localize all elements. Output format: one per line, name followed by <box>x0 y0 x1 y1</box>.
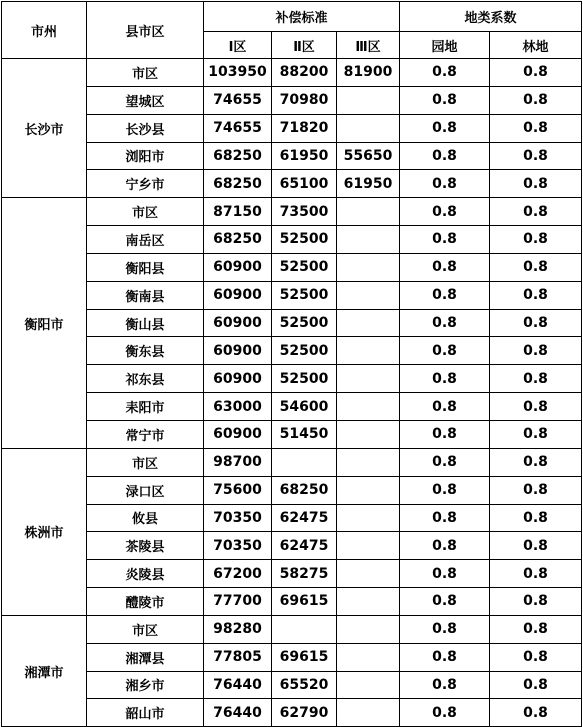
county-cell: 耒阳市 <box>87 393 204 421</box>
city-cell: 长沙市 <box>2 59 87 198</box>
garden-coefficient: 0.8 <box>400 337 490 365</box>
county-cell: 攸县 <box>87 504 204 532</box>
table-row <box>2 420 582 448</box>
county-cell: 市区 <box>87 198 204 226</box>
table-row <box>2 476 582 504</box>
city-cell: 衡阳市 <box>2 198 87 449</box>
county-cell: 市区 <box>87 448 204 476</box>
table-row <box>2 365 582 393</box>
city-cell: 湘潭市 <box>2 615 87 726</box>
garden-coefficient: 0.8 <box>400 671 490 699</box>
table-row <box>2 253 582 281</box>
zone-1-value: 76440 <box>204 671 272 699</box>
zone-3-value <box>337 420 400 448</box>
zone-2-value: 52500 <box>272 365 337 393</box>
county-cell: 衡南县 <box>87 281 204 309</box>
table-row <box>2 226 582 254</box>
zone-3-value <box>337 281 400 309</box>
city-cell: 株洲市 <box>2 448 87 615</box>
zone-1-value: 70350 <box>204 532 272 560</box>
county-cell: 渌口区 <box>87 476 204 504</box>
zone-3-value <box>337 198 400 226</box>
zone-3-value <box>337 615 400 643</box>
garden-coefficient: 0.8 <box>400 588 490 616</box>
county-cell: 韶山市 <box>87 699 204 727</box>
zone-2-value <box>272 615 337 643</box>
forest-coefficient: 0.8 <box>490 170 582 198</box>
zone-1-value: 87150 <box>204 198 272 226</box>
zone-3-value <box>337 114 400 142</box>
zone-1-value: 60900 <box>204 420 272 448</box>
zone-1-value: 68250 <box>204 142 272 170</box>
zone-3-value <box>337 86 400 114</box>
county-cell: 长沙县 <box>87 114 204 142</box>
forest-coefficient: 0.8 <box>490 588 582 616</box>
table-row <box>2 142 582 170</box>
header-standard: 补偿标准 <box>204 2 400 32</box>
zone-1-value: 70350 <box>204 504 272 532</box>
zone-2-value: 52500 <box>272 309 337 337</box>
header-zone-2: Ⅱ区 <box>272 32 337 59</box>
county-cell: 衡东县 <box>87 337 204 365</box>
forest-coefficient: 0.8 <box>490 253 582 281</box>
zone-3-value <box>337 226 400 254</box>
zone-1-value: 98280 <box>204 615 272 643</box>
county-cell: 炎陵县 <box>87 560 204 588</box>
zone-3-value <box>337 393 400 421</box>
zone-2-value: 65520 <box>272 671 337 699</box>
table-row <box>2 309 582 337</box>
forest-coefficient: 0.8 <box>490 365 582 393</box>
table-row <box>2 560 582 588</box>
zone-2-value: 62790 <box>272 699 337 727</box>
zone-2-value: 68250 <box>272 476 337 504</box>
garden-coefficient: 0.8 <box>400 198 490 226</box>
forest-coefficient: 0.8 <box>490 671 582 699</box>
garden-coefficient: 0.8 <box>400 476 490 504</box>
forest-coefficient: 0.8 <box>490 560 582 588</box>
garden-coefficient: 0.8 <box>400 615 490 643</box>
table-row <box>2 170 582 198</box>
zone-2-value: 88200 <box>272 59 337 87</box>
county-cell: 市区 <box>87 615 204 643</box>
table-row <box>2 588 582 616</box>
zone-3-value: 55650 <box>337 142 400 170</box>
table-row <box>2 337 582 365</box>
forest-coefficient: 0.8 <box>490 699 582 727</box>
zone-3-value <box>337 337 400 365</box>
garden-coefficient: 0.8 <box>400 504 490 532</box>
zone-2-value: 58275 <box>272 560 337 588</box>
zone-1-value: 98700 <box>204 448 272 476</box>
forest-coefficient: 0.8 <box>490 86 582 114</box>
header-coefficient: 地类系数 <box>400 2 582 32</box>
zone-3-value <box>337 560 400 588</box>
forest-coefficient: 0.8 <box>490 476 582 504</box>
garden-coefficient: 0.8 <box>400 114 490 142</box>
zone-1-value: 60900 <box>204 281 272 309</box>
header-city: 市州 <box>2 2 87 59</box>
garden-coefficient: 0.8 <box>400 699 490 727</box>
zone-3-value: 61950 <box>337 170 400 198</box>
zone-2-value: 62475 <box>272 504 337 532</box>
zone-3-value <box>337 448 400 476</box>
table-row <box>2 198 582 226</box>
table-row <box>2 532 582 560</box>
zone-1-value: 60900 <box>204 337 272 365</box>
zone-2-value: 52500 <box>272 253 337 281</box>
county-cell: 衡山县 <box>87 309 204 337</box>
forest-coefficient: 0.8 <box>490 309 582 337</box>
zone-2-value: 65100 <box>272 170 337 198</box>
garden-coefficient: 0.8 <box>400 253 490 281</box>
zone-1-value: 76440 <box>204 699 272 727</box>
table-row <box>2 59 582 87</box>
zone-3-value <box>337 253 400 281</box>
garden-coefficient: 0.8 <box>400 532 490 560</box>
garden-coefficient: 0.8 <box>400 226 490 254</box>
county-cell: 宁乡市 <box>87 170 204 198</box>
garden-coefficient: 0.8 <box>400 170 490 198</box>
garden-coefficient: 0.8 <box>400 393 490 421</box>
zone-2-value: 54600 <box>272 393 337 421</box>
zone-1-value: 60900 <box>204 309 272 337</box>
zone-2-value: 52500 <box>272 226 337 254</box>
zone-2-value: 51450 <box>272 420 337 448</box>
zone-3-value <box>337 643 400 671</box>
forest-coefficient: 0.8 <box>490 59 582 87</box>
table-row <box>2 114 582 142</box>
forest-coefficient: 0.8 <box>490 393 582 421</box>
zone-2-value: 71820 <box>272 114 337 142</box>
zone-1-value: 60900 <box>204 365 272 393</box>
zone-1-value: 68250 <box>204 226 272 254</box>
forest-coefficient: 0.8 <box>490 615 582 643</box>
garden-coefficient: 0.8 <box>400 309 490 337</box>
zone-1-value: 74655 <box>204 114 272 142</box>
zone-3-value <box>337 309 400 337</box>
zone-3-value <box>337 588 400 616</box>
county-cell: 醴陵市 <box>87 588 204 616</box>
zone-2-value: 69615 <box>272 588 337 616</box>
zone-1-value: 77700 <box>204 588 272 616</box>
table-row <box>2 671 582 699</box>
zone-2-value <box>272 448 337 476</box>
zone-1-value: 63000 <box>204 393 272 421</box>
zone-2-value: 52500 <box>272 281 337 309</box>
zone-2-value: 61950 <box>272 142 337 170</box>
garden-coefficient: 0.8 <box>400 643 490 671</box>
table-row <box>2 393 582 421</box>
zone-3-value <box>337 699 400 727</box>
table-row <box>2 699 582 727</box>
county-cell: 茶陵县 <box>87 532 204 560</box>
table-row <box>2 86 582 114</box>
zone-3-value <box>337 504 400 532</box>
zone-1-value: 67200 <box>204 560 272 588</box>
forest-coefficient: 0.8 <box>490 643 582 671</box>
zone-3-value <box>337 365 400 393</box>
table-row <box>2 615 582 643</box>
zone-3-value <box>337 671 400 699</box>
garden-coefficient: 0.8 <box>400 281 490 309</box>
compensation-table <box>1 1 582 727</box>
header-zone-3: Ⅲ区 <box>337 32 400 59</box>
zone-1-value: 103950 <box>204 59 272 87</box>
forest-coefficient: 0.8 <box>490 532 582 560</box>
zone-1-value: 68250 <box>204 170 272 198</box>
garden-coefficient: 0.8 <box>400 142 490 170</box>
county-cell: 衡阳县 <box>87 253 204 281</box>
forest-coefficient: 0.8 <box>490 420 582 448</box>
zone-2-value: 70980 <box>272 86 337 114</box>
zone-3-value <box>337 532 400 560</box>
zone-1-value: 75600 <box>204 476 272 504</box>
garden-coefficient: 0.8 <box>400 59 490 87</box>
forest-coefficient: 0.8 <box>490 281 582 309</box>
zone-3-value <box>337 476 400 504</box>
forest-coefficient: 0.8 <box>490 337 582 365</box>
zone-2-value: 69615 <box>272 643 337 671</box>
header-garden: 园地 <box>400 32 490 59</box>
zone-1-value: 77805 <box>204 643 272 671</box>
table-row <box>2 448 582 476</box>
header-zone-1: Ⅰ区 <box>204 32 272 59</box>
county-cell: 祁东县 <box>87 365 204 393</box>
county-cell: 常宁市 <box>87 420 204 448</box>
forest-coefficient: 0.8 <box>490 226 582 254</box>
forest-coefficient: 0.8 <box>490 504 582 532</box>
forest-coefficient: 0.8 <box>490 198 582 226</box>
county-cell: 浏阳市 <box>87 142 204 170</box>
table-header <box>2 2 582 59</box>
zone-2-value: 73500 <box>272 198 337 226</box>
forest-coefficient: 0.8 <box>490 448 582 476</box>
zone-2-value: 52500 <box>272 337 337 365</box>
zone-3-value: 81900 <box>337 59 400 87</box>
county-cell: 望城区 <box>87 86 204 114</box>
forest-coefficient: 0.8 <box>490 142 582 170</box>
zone-1-value: 60900 <box>204 253 272 281</box>
forest-coefficient: 0.8 <box>490 114 582 142</box>
table-body <box>2 59 582 727</box>
compensation-table-container <box>1 1 581 727</box>
garden-coefficient: 0.8 <box>400 560 490 588</box>
header-forest: 林地 <box>490 32 582 59</box>
garden-coefficient: 0.8 <box>400 448 490 476</box>
garden-coefficient: 0.8 <box>400 420 490 448</box>
county-cell: 湘乡市 <box>87 671 204 699</box>
table-row <box>2 281 582 309</box>
header-county: 县市区 <box>87 2 204 59</box>
garden-coefficient: 0.8 <box>400 365 490 393</box>
garden-coefficient: 0.8 <box>400 86 490 114</box>
county-cell: 南岳区 <box>87 226 204 254</box>
table-row <box>2 643 582 671</box>
table-row <box>2 504 582 532</box>
county-cell: 市区 <box>87 59 204 87</box>
zone-1-value: 74655 <box>204 86 272 114</box>
county-cell: 湘潭县 <box>87 643 204 671</box>
zone-2-value: 62475 <box>272 532 337 560</box>
